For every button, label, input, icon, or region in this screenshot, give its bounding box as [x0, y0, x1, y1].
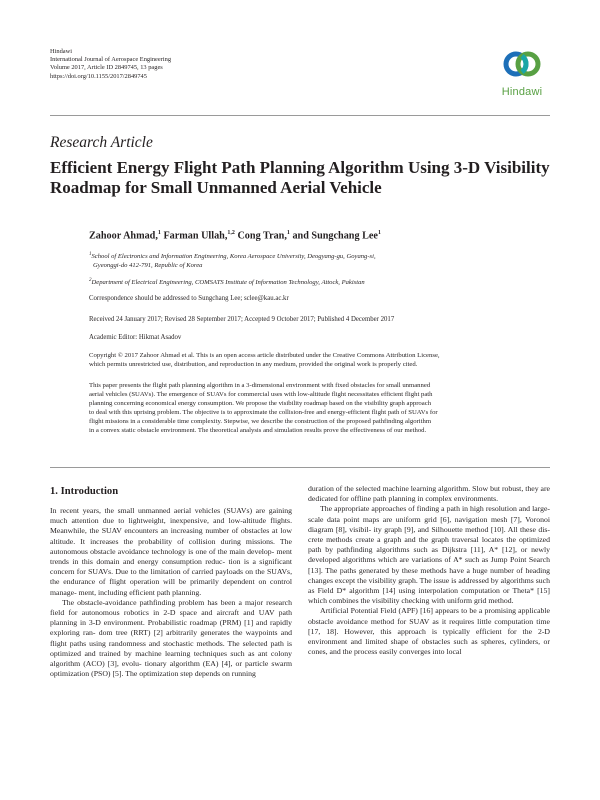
text-line: and limited shape of obstacles such as spheres, cylinders,	[350, 637, 541, 647]
text-line: complex environments.	[425, 494, 499, 504]
copyright-line: Copyright © 2017 Zahoor Ahmad et al. This is an open access article distributed under the Creative Commons Attribution License,	[89, 352, 440, 359]
text-line: are gaining much attention due to lightweight, inexpensive,	[50, 506, 292, 526]
text-line: number of heading changes except the visibility graph.	[308, 565, 551, 585]
journal-header	[50, 48, 171, 81]
text-line: flight paths using randomness and stochastic methods. The	[50, 638, 240, 648]
abstract-line: aerial vehicles (SUAVs). The emergence of SUAVs for commercial uses with low-altitude flight necessitates efficient flight path	[89, 390, 433, 398]
paragraph	[50, 506, 292, 598]
author-list	[89, 230, 381, 241]
author-name: Farman Ullah,	[163, 230, 228, 242]
abstract-line: planning concerning economical energy consumption. We propose the visibility roadmap based on the visibility graph approach	[89, 399, 432, 407]
affiliation-1	[89, 251, 549, 270]
text-line: which are variations of A* such as Jump Point Search	[378, 555, 551, 565]
text-line: operation will be primarily dependent on control manage-	[50, 577, 292, 597]
paragraph	[50, 598, 292, 680]
text-line: Artificial Potential Field (APF) [16] appears to be a	[320, 606, 483, 616]
text-line: major research field for autonomous robotics in 2-D space	[50, 597, 292, 618]
affiliation-2	[89, 277, 549, 288]
abstract-line: flight missions in a considerable time complexity. Stepwise, we describe the construction of the proposed pathfinding algorithm	[89, 417, 432, 425]
text-line: grid [6], navigation mesh [7], Voronoi diagram [8], visibil-	[308, 514, 550, 534]
copyright-line: which permits unrestricted use, distribution, and reproduction in any medium, provided the original work is properly cited.	[89, 361, 418, 369]
text-line: dom tree (RRT) [2] arbitrarily generates the waypoints and	[98, 628, 292, 638]
text-line: crete methods create a graph and the graph traversal	[308, 535, 479, 545]
text-line: The appropriate approaches of finding a path in high	[320, 504, 484, 514]
text-line: In recent years, the small unmanned aerial vehicles (SUAVs)	[50, 506, 253, 515]
left-column	[50, 506, 292, 679]
text-line: The issue is addressed by algorithms such as Field D*	[308, 575, 550, 596]
author-name: Cong Tran,	[237, 230, 287, 242]
author-sup: 1	[157, 230, 161, 236]
text-line: ity graph [9], and Silhouette method [10]. All these dis-	[373, 524, 551, 534]
text-line: or cones, and the process easily converges into local	[308, 637, 551, 657]
text-line: of carried payloads on the SUAVs, the endurance of flight	[50, 567, 293, 587]
academic-editor: Academic Editor: Hikmat Asadov	[89, 334, 182, 341]
affiliation-sup: 2	[89, 278, 92, 283]
doi-link[interactable]: https://doi.org/10.1155/2017/2849745	[50, 72, 147, 80]
text-line: selected path is optimized and trained by machine learning	[50, 638, 292, 658]
right-column	[308, 484, 550, 657]
article-kind: Research Article	[50, 134, 153, 151]
text-line: tionary algorithm (EA) [4], or particle swarm optimization	[50, 659, 293, 679]
text-line: (PSO) [5]. The optimization step depends on running	[91, 669, 256, 679]
author-name: and Sungchang Lee	[292, 230, 378, 242]
text-line: [15] which combines the visibility checking with uniform	[308, 586, 551, 606]
text-line: but robust, they are dedicated for offline path planning in	[308, 484, 550, 504]
abstract-line: to deal with this uprising problem. The objective is to approximate the collision-free and energy-efficient flight path of SUAVs for	[89, 408, 438, 416]
text-line: duration of the selected machine learning algorithm. Slow	[308, 484, 489, 493]
text-line: promising applicable obstacle avoidance method for SUAV	[308, 606, 550, 626]
text-line: algorithm [14] using interpolation computation or Theta*	[349, 586, 534, 596]
publisher-name: Hindawi	[50, 48, 73, 55]
text-line: Probabilistic roadmap (PRM) [1] and rapidly exploring ran-	[50, 618, 292, 638]
section-heading: 1. Introduction	[50, 486, 119, 497]
abstract-line: in a convex static obstacle environment. The theoretical analysis and simulation results prove the effectiveness of our method.	[89, 426, 427, 434]
volume-info: Volume 2017, Article ID 2849745, 13 pages	[50, 64, 163, 72]
affiliation-sup: 1	[89, 252, 92, 257]
header-rule	[50, 115, 550, 116]
text-line: this approach is typically efficient for the 2-D environment	[308, 626, 550, 647]
text-line: as Dijkstra [11], A* [12], or newly developed algorithms	[308, 545, 551, 565]
text-line: tion is a significant concern for SUAVs. Due to the limitation	[50, 557, 292, 577]
affiliation-line: Gyeonggi-do 412-791, Republic of Korea	[93, 261, 203, 269]
article-title: Efficient Energy Flight Path Planning Algorithm Using 3-D Visibility Roadmap for Small Unmanned Aerial Vehicle	[50, 158, 550, 197]
article-dates: Received 24 January 2017; Revised 28 September 2017; Accepted 9 October 2017; Published 4 December 2017	[89, 316, 395, 323]
text-line: The obstacle-avoidance pathfinding problem has been a	[62, 597, 242, 607]
text-line: grid method.	[473, 596, 514, 606]
abstract-line: This paper presents the flight path planning algorithm in a 3-dimensional environment with fixed obstacles for small unmanned	[89, 382, 431, 389]
text-line: and low-altitude flights. Meanwhile, the SUAV encounters	[50, 516, 293, 536]
abstract	[89, 382, 549, 435]
hindawi-rings-icon	[502, 44, 542, 84]
text-line: ment, including efficient path planning.	[78, 587, 202, 597]
text-line: locates the optimized path by pathfinding algorithms such	[308, 535, 550, 555]
paragraph	[308, 504, 550, 606]
text-line: an increasing number of obstacles at low altitude. It increases	[50, 526, 292, 546]
text-line: [13]. The paths generated by these methods have a huge	[308, 565, 488, 575]
author-name: Zahoor Ahmad,	[89, 230, 158, 242]
logo-text: Hindawi	[501, 86, 543, 98]
author-sup: 1	[286, 230, 290, 236]
author-sup: 1,2	[227, 230, 235, 236]
affiliation-line: School of Electronics and Information Engineering, Korea Aerospace University, Deogyang-gu, Goyang-si,	[91, 253, 376, 261]
text-line: obstacle avoidance technology is one of the main develop-	[90, 546, 275, 556]
author-sup: 1	[377, 230, 381, 236]
hindawi-logo	[494, 44, 550, 104]
affiliation-line: Department of Electrical Engineering, COMSATS Institute of Information Technology, Attock, Pakistan	[91, 279, 365, 287]
paragraph	[308, 606, 550, 657]
text-line: ment trends in this domain and energy consumption reduc-	[50, 546, 292, 567]
text-line: the probability of collision during missions. The autonomous	[50, 536, 292, 556]
abstract-rule	[50, 467, 550, 468]
paragraph	[308, 484, 550, 504]
text-line: techniques such as ant colony algorithm (ACO) [3], evolu-	[50, 648, 292, 669]
correspondence: Correspondence should be addressed to Sungchang Lee; sclee@kau.ac.kr	[89, 295, 289, 302]
text-line: as it requires little computation time [17, 18]. However,	[308, 616, 551, 636]
copyright-notice	[89, 351, 549, 369]
text-line: resolution and large-scale data point maps are uniform	[308, 504, 551, 524]
text-line: and aircraft and UAV path planning in 3-D environment.	[50, 608, 293, 628]
journal-name: International Journal of Aerospace Engineering	[50, 56, 172, 64]
